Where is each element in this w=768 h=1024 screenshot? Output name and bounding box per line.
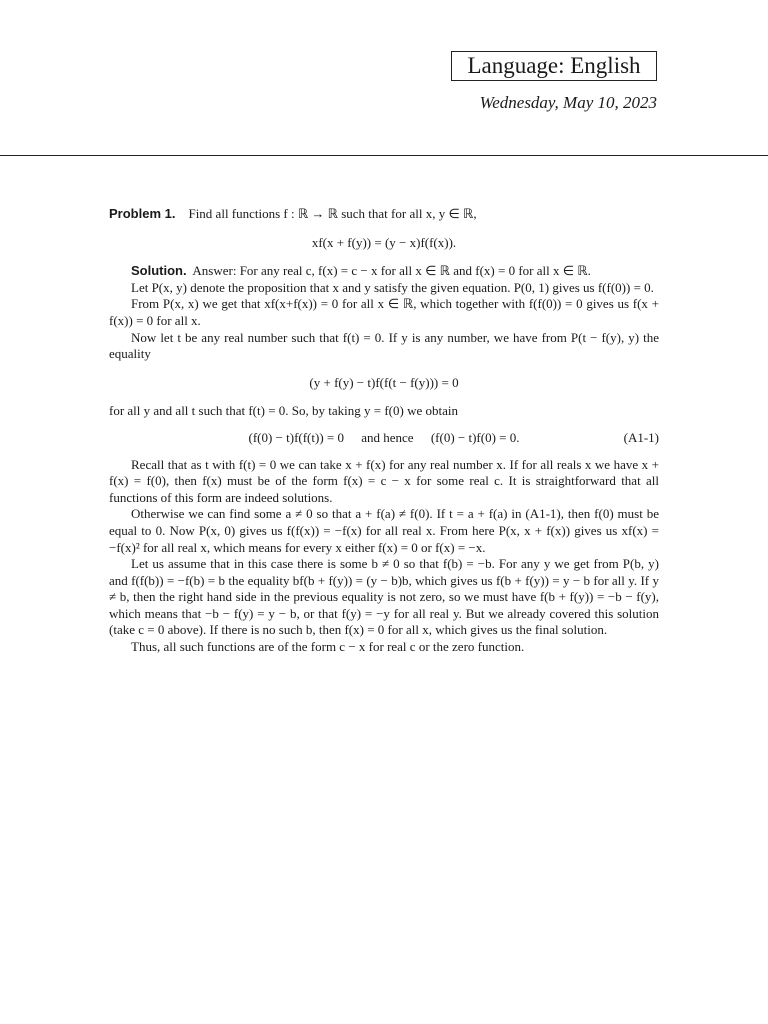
language-box: Language: English xyxy=(451,51,657,81)
problem-label: Problem 1. xyxy=(109,206,176,221)
problem-statement xyxy=(109,206,659,223)
solution-paragraph-3: Now let t be any real number such that f(t) = 0. If y is any number, we have from P(t − f(y), y) the equality xyxy=(109,329,659,362)
equation-a1-1-right: (f(0) − t)f(0) = 0. xyxy=(430,429,520,445)
problem-text: Find all functions f : ℝ → ℝ such that for all x, y ∈ ℝ, xyxy=(188,206,477,221)
solution-paragraph-2: From P(x, x) we get that xf(x+f(x)) = 0 for all x ∈ ℝ, which together with f(f(0)) = 0 gives us f(x + f(x)) = 0 for all x. xyxy=(109,296,659,328)
solution-label: Solution. xyxy=(131,263,187,279)
solution-answer xyxy=(109,263,659,280)
date: Wednesday, May 10, 2023 xyxy=(479,93,657,112)
answer-text: Answer: For any real c, f(x) = c − x for all x ∈ ℝ and f(x) = 0 for all x ∈ ℝ. xyxy=(192,263,591,279)
equation-a1-1-mid: and hence xyxy=(361,429,414,445)
header-rule xyxy=(0,155,768,156)
solution-paragraph-4: for all y and all t such that f(t) = 0. So, by taking y = f(0) we obtain xyxy=(109,403,458,419)
solution-paragraph-6: Otherwise we can find some a ≠ 0 so that a + f(a) ≠ f(0). If t = a + f(a) in (A1-1), then f(0) must be equal to 0. Now P(x, 0) gives us f(f(x)) = −f(x) for all real x. From here P(x, x + f(x)) gives us xf(x) = −f(x)² for all real x, which means for every x either f(x) = 0 or f(x) = −x. xyxy=(109,506,659,555)
solution-paragraph-1: Let P(x, y) denote the proposition that x and y satisfy the given equation. P(0, 1) gives us f(f(0)) = 0. xyxy=(131,279,654,295)
equation-a1-1-left: (f(0) − t)f(f(t)) = 0 xyxy=(248,429,344,445)
solution-paragraph-5: Recall that as t with f(t) = 0 we can take x + f(x) for any real number x. If for all reals x we have x + f(x) = f(0), then f(x) must be of the form f(x) = c − x for some real c. It is straightforward that all functions of this form are indeed solutions. xyxy=(109,456,659,505)
solution-paragraph-8: Thus, all such functions are of the form c − x for real c or the zero function. xyxy=(131,639,525,655)
equation-2: (y + f(y) − t)f(f(t − f(y))) = 0 xyxy=(309,374,459,390)
problem-equation: xf(x + f(y)) = (y − x)f(f(x)). xyxy=(311,234,457,250)
equation-a1-1 xyxy=(109,430,659,447)
equation-tag: (A1-1) xyxy=(623,429,659,445)
solution-paragraph-7: Let us assume that in this case there is some b ≠ 0 so that f(b) = −b. For any y we get from P(b, y) and f(f(b)) = −f(b) = b the equality bf(b + f(y)) = (y − b)b, which gives us f(b + f(y)) = y − b for all y. If y ≠ b, then the right hand side in the previous equality is not zero, so we must have f(b + f(y)) = −b − f(y), which means that −b − f(y) = y − b, or that f(y) = −y for all real y. But we already covered this solution (take c = 0 above). If there is no such b, then f(x) = 0 for all x, which gives us the final solution. xyxy=(109,556,659,638)
document-body xyxy=(109,206,659,656)
